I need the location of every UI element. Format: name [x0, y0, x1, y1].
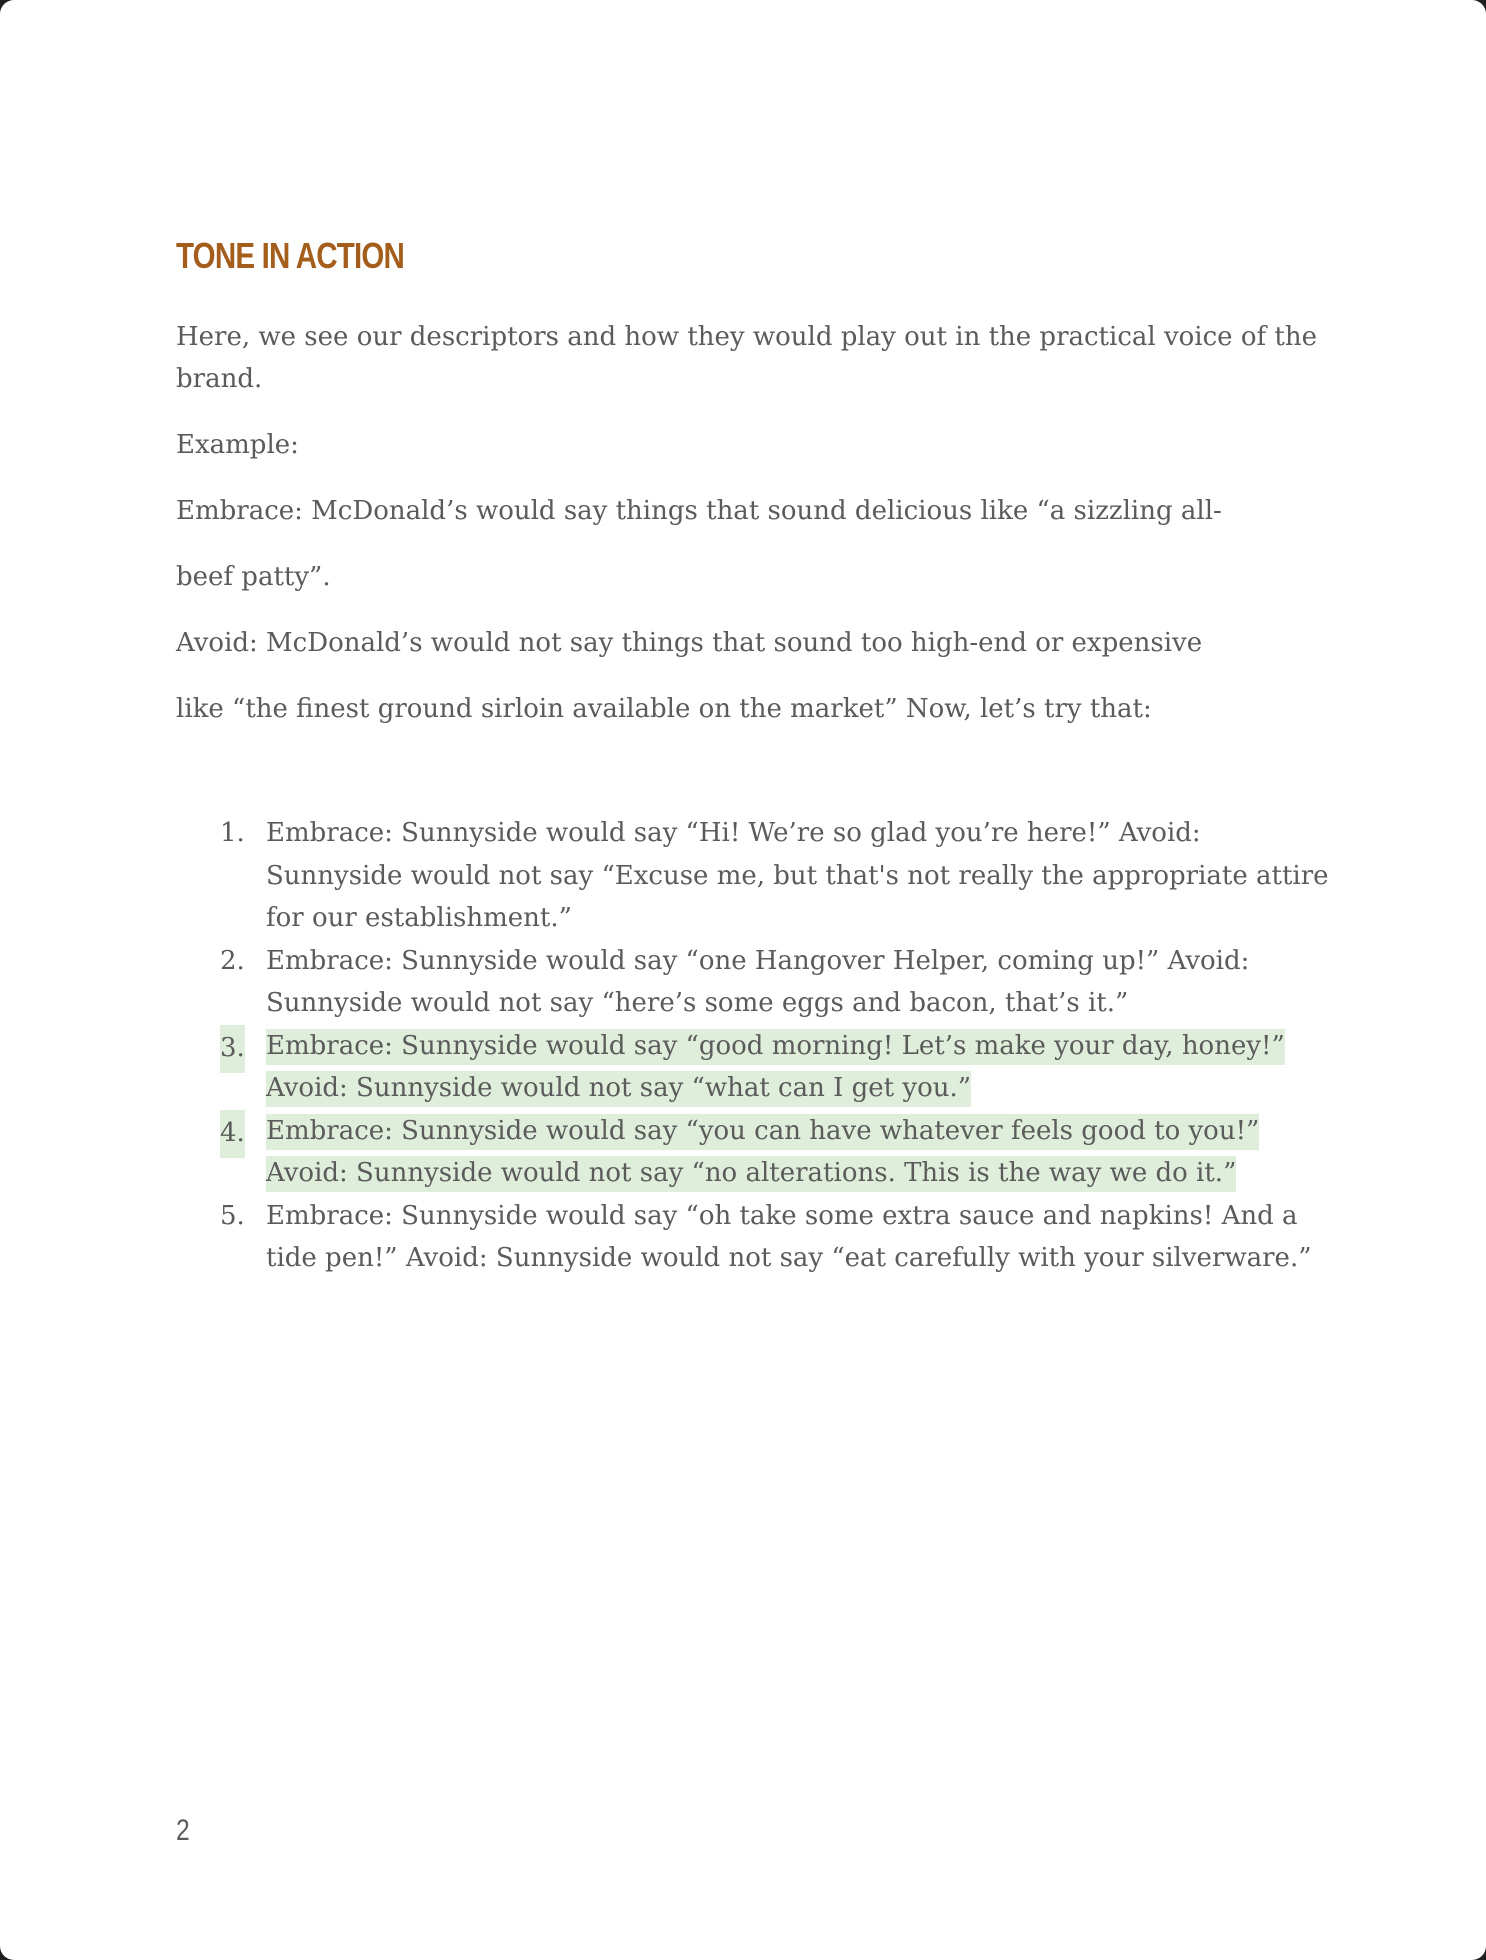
- list-item-text: Embrace: Sunnyside would say “one Hangover Helper, coming up!” Avoid: Sunnyside would not say “here’s some eggs and bacon, that’s it.”: [266, 945, 1250, 1018]
- list-item: [220, 812, 1330, 940]
- list-item-number: 3.: [220, 1025, 245, 1074]
- list-item-text: Embrace: Sunnyside would say “you can have whatever feels good to you!” Avoid: Sunnyside would not say “no alterations. This is the way we do it.”: [266, 1114, 1259, 1193]
- section-heading: TONE IN ACTION: [176, 235, 404, 276]
- list-item: [220, 940, 1330, 1025]
- examples-list: [220, 812, 1330, 1280]
- list-item-number: 5.: [220, 1200, 245, 1231]
- list-item-number: 1.: [220, 818, 245, 848]
- list-item: [220, 1195, 1330, 1280]
- body-line: Avoid: McDonald’s would not say things that sound too high-end or expensive: [176, 628, 1203, 658]
- list-item-text: Embrace: Sunnyside would say “Hi! We’re so glad you’re here!” Avoid: Sunnyside would not say “Excuse me, but that's not really the appropriate attire for our establishment.”: [266, 818, 1329, 933]
- list-item-text: Embrace: Sunnyside would say “good morning! Let’s make your day, honey!” Avoid: Sunnyside would not say “what can I get you.”: [266, 1029, 1285, 1108]
- page-number: 2: [176, 1814, 190, 1847]
- example-label: Example:: [176, 430, 299, 460]
- list-item-number: 2.: [220, 945, 245, 976]
- list-item-highlighted: [220, 1025, 1330, 1110]
- list-item-highlighted: [220, 1110, 1330, 1195]
- list-item-number: 4.: [220, 1110, 245, 1159]
- body-line: beef patty”.: [176, 562, 331, 592]
- body-line: like “the finest ground sirloin available on the market” Now, let’s try that:: [176, 694, 1152, 724]
- body-line: Embrace: McDonald’s would say things that sound delicious like “a sizzling all-: [176, 496, 1222, 526]
- intro-paragraph: Here, we see our descriptors and how they would play out in the practical voice of the brand.: [176, 322, 1317, 394]
- page-content: [176, 228, 1336, 1280]
- list-item-text: Embrace: Sunnyside would say “oh take some extra sauce and napkins! And a tide pen!” Avoid: Sunnyside would not say “eat carefully with your silverware.”: [266, 1200, 1312, 1273]
